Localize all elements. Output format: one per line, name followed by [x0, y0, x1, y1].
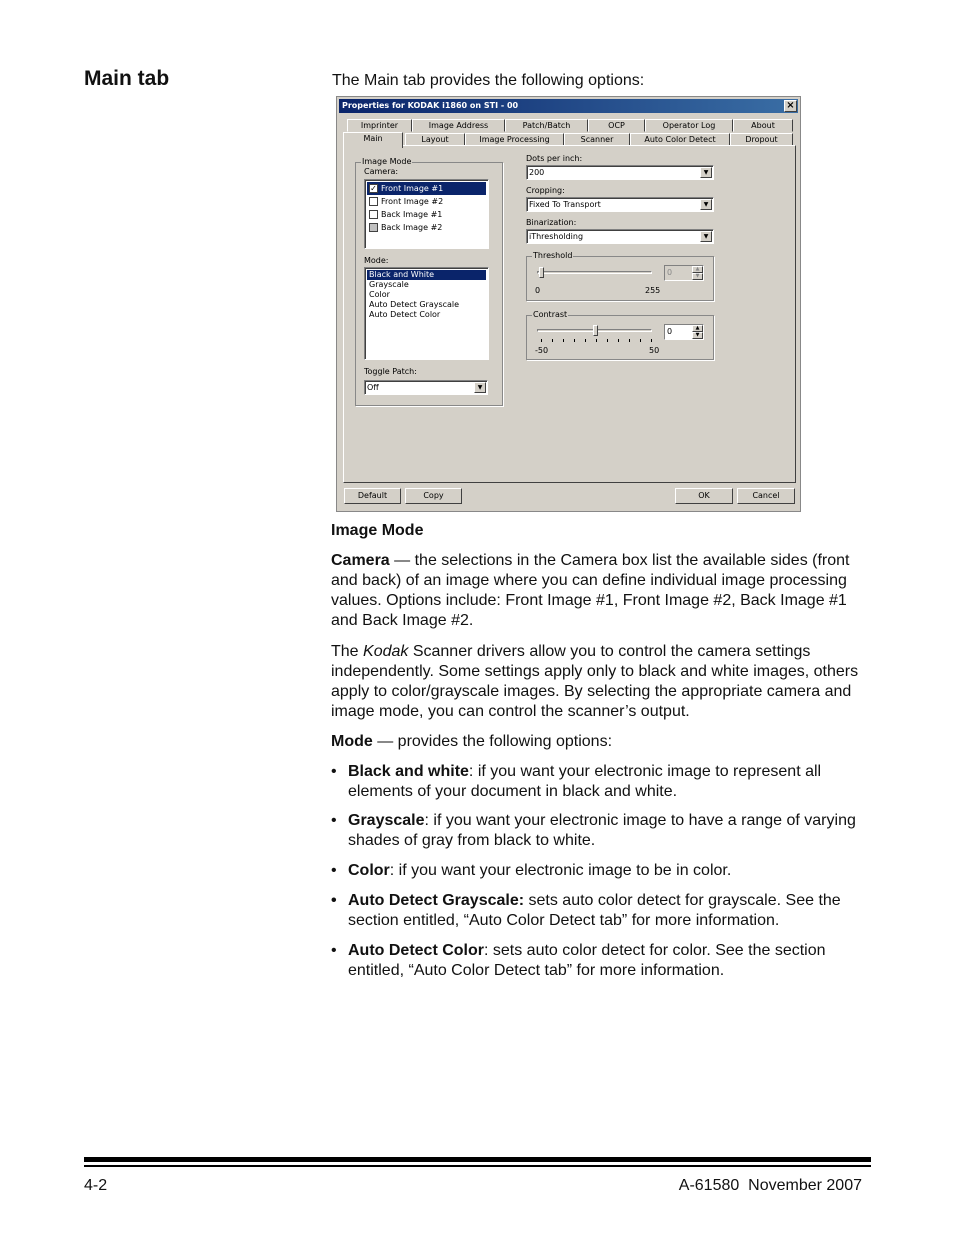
camera-item-back-2[interactable] — [367, 221, 486, 234]
properties-dialog — [336, 96, 801, 512]
contrast-min: -50 — [535, 346, 549, 355]
dpi-label: Dots per inch: — [526, 154, 583, 163]
close-button[interactable]: × — [784, 100, 797, 112]
binarization-select[interactable] — [526, 229, 714, 244]
threshold-max: 255 — [645, 286, 661, 295]
checkbox-checked-icon[interactable]: ✓ — [370, 184, 377, 193]
kodak-description: Scanner drivers allow you to control the camera settings independently. Some settings apply only to black and white images, others apply to color/grayscale images. By selecting the appropriate camera and image mode, you can control the scanner’s output. — [331, 643, 859, 720]
spin-up-icon[interactable]: ▲ — [692, 325, 703, 332]
mode-description: — provides the following options: — [372, 733, 613, 750]
slider-tick — [563, 339, 564, 342]
chevron-down-icon[interactable]: ▼ — [700, 167, 712, 178]
toggle-patch-label: Toggle Patch: — [364, 367, 417, 376]
bullet-mark: • — [331, 862, 337, 879]
mode-paragraph — [331, 732, 866, 752]
threshold-min: 0 — [535, 286, 541, 295]
ok-button[interactable]: OK — [675, 488, 733, 504]
bullet-item — [331, 941, 871, 981]
spin-down-icon[interactable]: ▼ — [692, 273, 703, 280]
binarization-value: iThresholding — [529, 232, 584, 241]
contrast-group — [526, 310, 714, 360]
camera-item-front-1[interactable] — [367, 182, 486, 195]
mode-term: Mode — [331, 733, 373, 750]
dialog-titlebar — [339, 99, 798, 113]
dpi-select[interactable] — [526, 165, 714, 180]
slider-tick — [552, 339, 553, 342]
mode-item-grayscale[interactable]: Grayscale — [369, 280, 409, 289]
cropping-select[interactable] — [526, 197, 714, 212]
tab-scanner[interactable]: Scanner — [564, 133, 630, 146]
chevron-down-icon[interactable]: ▼ — [700, 199, 712, 210]
bullet-text: : if you want your electronic image to represent all elements of your document in black and white. — [348, 763, 822, 800]
tab-image-address[interactable]: Image Address — [412, 119, 505, 132]
contrast-value: 0 — [667, 327, 673, 336]
camera-description: — the selections in the Camera box list the available sides (front and back) of an image where you can define individual image processing values. Options include: Front Image #1, Front Image #2, Back Image #1 and Back Image #2. — [331, 552, 850, 629]
cropping-value: Fixed To Transport — [529, 200, 601, 209]
intro-text: The Main tab provides the following options: — [332, 72, 645, 89]
page-number: 4-2 — [84, 1177, 108, 1194]
chevron-down-icon[interactable]: ▼ — [474, 382, 486, 393]
bullet-item — [331, 891, 871, 931]
camera-paragraph — [331, 551, 866, 631]
camera-item-front-2[interactable] — [367, 195, 486, 208]
spin-up-icon[interactable]: ▲ — [692, 266, 703, 273]
contrast-spinbox[interactable] — [664, 324, 704, 340]
slider-tick — [541, 339, 542, 342]
mode-item-black-white[interactable]: Black and White — [367, 270, 486, 280]
slider-tick — [651, 339, 652, 342]
threshold-group — [526, 251, 714, 301]
kodak-brand: Kodak — [363, 643, 409, 660]
slider-tick — [585, 339, 586, 342]
tab-operator-log[interactable]: Operator Log — [645, 119, 733, 132]
main-tab-panel — [343, 145, 796, 483]
tab-patch-batch[interactable]: Patch/Batch — [505, 119, 588, 132]
dpi-value: 200 — [529, 168, 545, 177]
bullet-item — [331, 762, 871, 802]
toggle-patch-value: Off — [367, 383, 379, 392]
bullet-term: Black and white — [348, 763, 469, 780]
cropping-label: Cropping: — [526, 186, 565, 195]
threshold-slider-track[interactable] — [537, 271, 652, 274]
tab-imprinter[interactable]: Imprinter — [347, 119, 412, 132]
mode-item-auto-color[interactable]: Auto Detect Color — [369, 310, 441, 319]
contrast-label: Contrast — [533, 310, 568, 319]
contrast-max: 50 — [649, 346, 660, 355]
document-id: A-61580 November 2007 — [678, 1177, 862, 1194]
copy-button[interactable]: Copy — [405, 488, 462, 504]
slider-tick — [629, 339, 630, 342]
bullet-item — [331, 811, 871, 851]
mode-label: Mode: — [364, 256, 389, 265]
toggle-patch-select[interactable] — [364, 380, 488, 395]
contrast-slider-thumb[interactable] — [593, 325, 598, 336]
bullet-term: Auto Detect Grayscale: — [348, 892, 525, 909]
bullet-mark: • — [331, 942, 337, 959]
mode-item-auto-grayscale[interactable]: Auto Detect Grayscale — [369, 300, 460, 309]
tab-main[interactable]: Main — [343, 132, 403, 148]
chevron-down-icon[interactable]: ▼ — [700, 231, 712, 242]
bullet-term: Grayscale — [348, 812, 425, 829]
bullet-mark: • — [331, 812, 337, 829]
slider-tick — [574, 339, 575, 342]
checkbox-icon[interactable] — [369, 210, 378, 219]
tab-auto-color-detect[interactable]: Auto Color Detect — [630, 133, 730, 146]
tab-about[interactable]: About — [733, 119, 793, 132]
threshold-label: Threshold — [533, 251, 573, 260]
dialog-title: Properties for KODAK i1860 on STI - 00 — [342, 101, 519, 110]
bullet-term: Auto Detect Color — [348, 942, 484, 959]
checkbox-icon[interactable] — [369, 197, 378, 206]
camera-label: Camera: — [364, 167, 399, 176]
threshold-slider-thumb[interactable] — [539, 267, 544, 278]
camera-item-back-1[interactable] — [367, 208, 486, 221]
camera-item-label: Front Image #2 — [381, 197, 444, 206]
camera-term: Camera — [331, 552, 390, 569]
slider-tick — [618, 339, 619, 342]
mode-listbox[interactable] — [364, 267, 489, 360]
slider-tick — [607, 339, 608, 342]
cancel-button[interactable]: Cancel — [737, 488, 795, 504]
binarization-label: Binarization: — [526, 218, 577, 227]
tab-layout[interactable]: Layout — [405, 133, 465, 146]
bullet-text: : if you want your electronic image to have a range of varying shades of gray from black to white. — [348, 812, 856, 849]
threshold-value: 0 — [667, 268, 673, 277]
bullet-mark: • — [331, 763, 337, 780]
section-heading: Main tab — [84, 67, 170, 90]
camera-item-label: Front Image #1 — [381, 184, 444, 193]
bullet-item — [331, 861, 871, 881]
camera-listbox[interactable] — [364, 179, 489, 249]
footer-rule-thick — [84, 1157, 871, 1162]
tab-dropout[interactable]: Dropout — [730, 133, 793, 146]
threshold-spinbox[interactable] — [664, 265, 704, 281]
bullet-text: sets auto color detect for grayscale. See the section entitled, “Auto Color Detect tab” for more information. — [348, 892, 841, 929]
bullet-mark: • — [331, 892, 337, 909]
slider-tick — [596, 339, 597, 342]
checkbox-indeterminate-icon[interactable] — [369, 223, 378, 232]
bullet-text: : if you want your electronic image to be in color. — [389, 862, 732, 879]
slider-tick — [640, 339, 641, 342]
spin-down-icon[interactable]: ▼ — [692, 332, 703, 339]
default-button[interactable]: Default — [344, 488, 401, 504]
kodak-pre: The — [331, 643, 364, 660]
bullet-text: : sets auto color detect for color. See the section entitled, “Auto Color Detect tab” for more information. — [348, 942, 826, 979]
footer-rule-thin — [84, 1165, 871, 1167]
camera-item-label: Back Image #1 — [381, 210, 443, 219]
mode-item-color[interactable]: Color — [369, 290, 390, 299]
kodak-paragraph — [331, 642, 866, 722]
tab-ocp[interactable]: OCP — [588, 119, 645, 132]
image-mode-group-label: Image Mode — [362, 157, 412, 166]
image-mode-heading: Image Mode — [331, 522, 424, 539]
bullet-term: Color — [348, 862, 390, 879]
camera-item-label: Back Image #2 — [381, 223, 443, 232]
tab-image-processing[interactable]: Image Processing — [465, 133, 564, 146]
